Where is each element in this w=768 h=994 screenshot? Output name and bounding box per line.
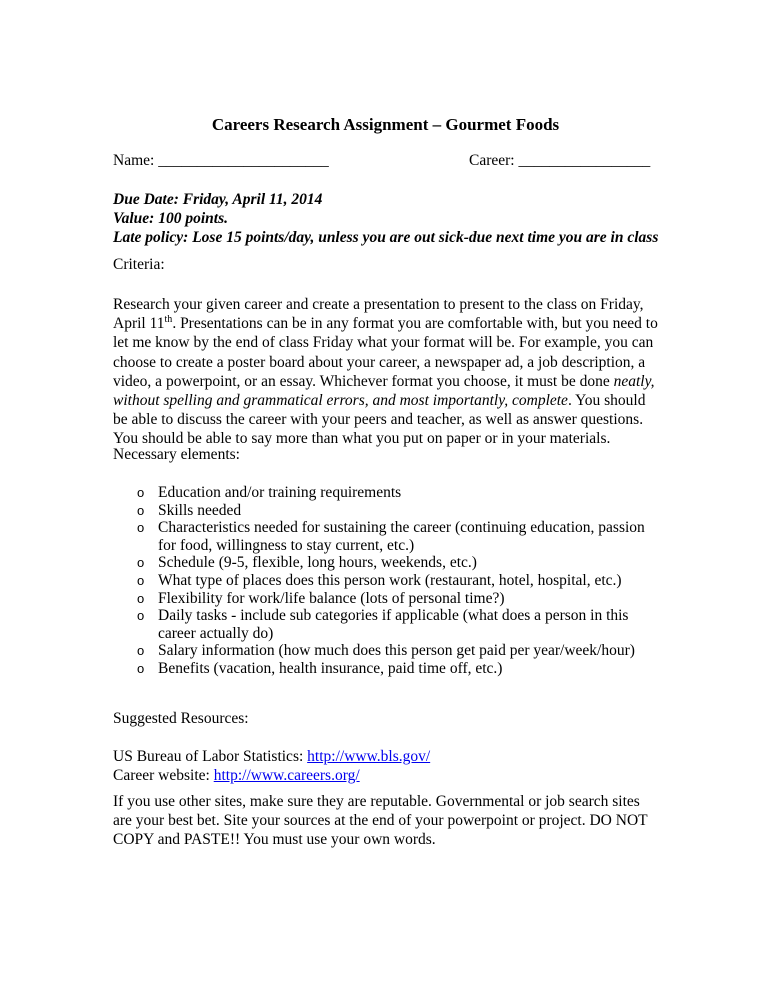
criteria-text-2: . Presentations can be in any format you are comfortable with, but you need to let me know by the end of class Friday what your format will be. For example, you can choose to create a poster board about your career, a newspaper ad, a job description, a video, a powerpoint, or an essay. Whichever format you choose, it must be done	[113, 315, 658, 390]
circle-bullet-icon: o	[137, 608, 145, 624]
list-item: o Skills needed	[137, 501, 242, 519]
criteria-emphasis: neatly, without spelling and grammatical errors, and most importantly, complete	[113, 372, 655, 410]
circle-bullet-icon: o	[137, 555, 145, 571]
list-item: o Daily tasks - include sub categories if applicable (what does a person in this career actually do)	[137, 607, 629, 642]
elements-list	[113, 484, 661, 678]
career-field: Career: _________________	[469, 152, 651, 169]
point-value: Value: 100 points.	[113, 210, 228, 227]
bls-resource	[113, 748, 430, 766]
student-fields	[113, 152, 658, 172]
career-resource	[113, 767, 360, 785]
resources-heading: Suggested Resources:	[113, 710, 249, 727]
name-field: Name: ______________________	[113, 152, 329, 169]
circle-bullet-icon: o	[137, 520, 145, 536]
bls-link[interactable]: http://www.bls.gov/	[307, 748, 431, 765]
list-item: o Salary information (how much does this person get paid per year/week/hour)	[137, 642, 635, 660]
criteria-text-3: . You should be able to discuss the career with your peers and teacher, as well as answer questions. You should be able to say more than what you put on paper or in your materials.	[113, 392, 646, 448]
list-item: o Flexibility for work/life balance (lots of personal time?)	[137, 589, 505, 607]
list-item: o Schedule (9-5, flexible, long hours, weekends, etc.)	[137, 554, 477, 572]
circle-bullet-icon: o	[137, 572, 145, 588]
circle-bullet-icon: o	[137, 643, 145, 659]
careers-link[interactable]: http://www.careers.org/	[213, 767, 360, 784]
list-item: o Benefits (vacation, health insurance, paid time off, etc.)	[137, 659, 503, 677]
circle-bullet-icon: o	[137, 485, 145, 500]
page-title: Careers Research Assignment – Gourmet Foods	[211, 115, 560, 134]
elements-heading: Necessary elements:	[113, 446, 240, 463]
career-site-label: Career website:	[113, 767, 214, 784]
circle-bullet-icon: o	[137, 502, 145, 518]
list-item: o What type of places does this person work (restaurant, hotel, hospital, etc.)	[137, 571, 622, 589]
circle-bullet-icon: o	[137, 660, 145, 676]
criteria-text-1: Research your given career and create a presentation to present to the class on Friday, April 11	[113, 296, 644, 333]
ordinal-suffix: th	[164, 314, 173, 326]
criteria-heading: Criteria:	[113, 256, 165, 273]
list-item: o Education and/or training requirements	[137, 484, 402, 501]
due-date: Due Date: Friday, April 11, 2014	[113, 191, 323, 208]
circle-bullet-icon: o	[137, 590, 145, 606]
late-policy: Late policy: Lose 15 points/day, unless you are out sick-due next time you are in class	[113, 229, 659, 246]
due-info	[113, 190, 673, 247]
bls-label: US Bureau of Labor Statistics:	[113, 748, 308, 765]
closing-paragraph: If you use other sites, make sure they are reputable. Governmental or job search sites are your best bet. Site your sources at the end of your powerpoint or project. DO NOT COPY and PASTE!! You must use your own words.	[113, 793, 648, 848]
list-item: o Characteristics needed for sustaining the career (continuing education, passion for food, willingness to stay current, etc.)	[137, 519, 645, 554]
criteria-paragraph	[113, 295, 661, 449]
